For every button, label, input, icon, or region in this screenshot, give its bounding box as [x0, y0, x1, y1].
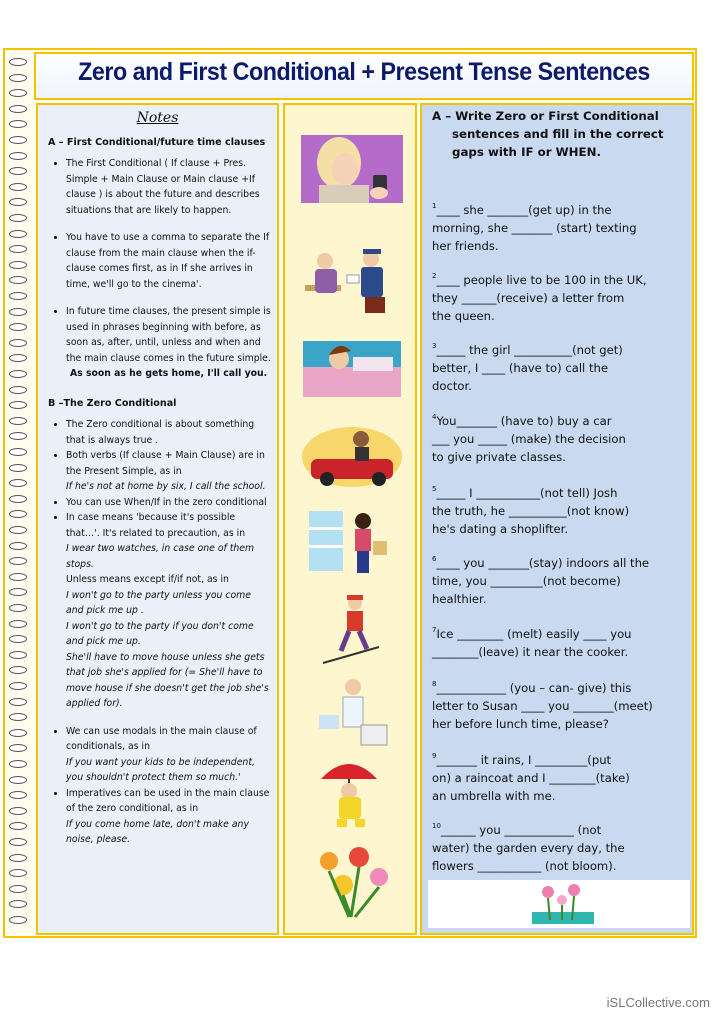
- future-time-clause-rule: In future time clauses, the present simple is used in phrases beginning with before, as soon as, after, until, unless and when and the main clause comes in the future simple.: [66, 306, 271, 364]
- exercise-item: [432, 409, 694, 466]
- page-title: Zero and First Conditional + Present Tense Sentences: [78, 58, 650, 86]
- spiral-ring: [9, 682, 27, 690]
- exercise-item: [432, 338, 694, 395]
- spiral-ring: [9, 214, 27, 222]
- item-line: morning, she _______ (start) texting: [432, 220, 637, 235]
- notes-panel: [36, 103, 279, 935]
- woman-texting-image: [299, 133, 405, 205]
- spiral-ring: [9, 292, 27, 300]
- item-line: You_______ (have to) buy a car: [436, 414, 612, 428]
- spiral-ring: [9, 354, 27, 362]
- item-line: ____ she _______(get up) in the: [436, 203, 612, 217]
- spiral-ring: [9, 370, 27, 378]
- item-line: ____________ (you – can- give) this: [436, 681, 632, 695]
- spiral-ring: [9, 152, 27, 160]
- imperatives-example: If you come home late, don't make any noise, please.: [66, 818, 249, 845]
- notes-heading: Notes: [136, 110, 179, 126]
- in-case-example: I wear two watches, in case one of them stops.: [66, 543, 255, 570]
- man-at-cooker-image: [299, 673, 405, 749]
- spiral-ring: [9, 432, 27, 440]
- spiral-ring: [9, 276, 27, 284]
- spiral-ring: [9, 464, 27, 472]
- as-soon-as-example: As soon as he gets home, I'll call you.: [70, 368, 268, 379]
- child-with-umbrella-image: [299, 749, 405, 833]
- spiral-ring: [9, 401, 27, 409]
- item-line: ________(leave) it near the cooker.: [432, 644, 629, 659]
- section-a-heading: A – First Conditional/future time clauses: [48, 136, 266, 148]
- spiral-binding: [3, 48, 33, 938]
- exercise-item: [432, 818, 694, 875]
- item-line: ____ people live to be 100 in the UK,: [436, 273, 647, 287]
- spiral-ring: [9, 573, 27, 581]
- list-item: [66, 304, 271, 382]
- item-number: 5: [432, 485, 437, 493]
- spiral-ring: [9, 729, 27, 737]
- present-simple-example: If he's not at home by six, I call the school.: [66, 481, 266, 492]
- item-line: water) the garden every day, the: [432, 840, 625, 855]
- spiral-ring: [9, 105, 27, 113]
- pictures-column: [283, 103, 417, 935]
- spiral-ring: [9, 183, 27, 191]
- item-line: he's dating a shoplifter.: [432, 521, 569, 536]
- spiral-ring: [9, 198, 27, 206]
- exercise-item: [432, 481, 694, 538]
- spiral-ring: [9, 74, 27, 82]
- item-number: 2: [432, 272, 437, 280]
- item-line: ___ you _____ (make) the decision: [432, 431, 626, 446]
- spiral-ring: [9, 744, 27, 752]
- item-line: letter to Susan ____ you _______(meet): [432, 698, 653, 713]
- title-banner: [34, 52, 694, 100]
- list-item: • You can use When/If in the zero conditional: [66, 495, 271, 511]
- spiral-ring: [9, 136, 27, 144]
- instruction-line-2: sentences and fill in the correct: [452, 127, 664, 141]
- section-b-heading: B –The Zero Conditional: [48, 397, 177, 409]
- item-line: an umbrella with me.: [432, 788, 556, 803]
- spiral-ring: [9, 120, 27, 128]
- item-line: _______ it rains, I _________(put: [436, 753, 612, 767]
- list-item: [66, 448, 271, 495]
- item-number: 6: [432, 555, 437, 563]
- modals-example: If you want your kids to be independent, you shouldn't protect them so much.': [66, 756, 255, 783]
- spiral-ring: [9, 448, 27, 456]
- spiral-ring: [9, 323, 27, 331]
- spiral-ring: [9, 58, 27, 66]
- item-line: _____ the girl __________(not get): [436, 343, 623, 357]
- item-line: ____ you _______(stay) indoors all the: [436, 556, 650, 570]
- spiral-ring: [9, 635, 27, 643]
- item-line: her friends.: [432, 238, 499, 253]
- modals-rule: We can use modals in the main clause of conditionals, as in: [66, 725, 257, 752]
- spiral-ring: [9, 526, 27, 534]
- spiral-ring: [9, 339, 27, 347]
- unless-example-3: She'll have to move house unless she gets that job she's applied for (= She'll have to move house if she doesn't get the job she's applied for).: [66, 651, 269, 709]
- item-line: her before lunch time, please?: [432, 716, 609, 731]
- pink-flowers-image: [528, 880, 598, 928]
- shopping-woman-image: [299, 505, 405, 581]
- spiral-ring: [9, 698, 27, 706]
- spiral-ring: [9, 651, 27, 659]
- instruction-line-1: A – Write Zero or First Conditional: [432, 109, 659, 123]
- item-line: Ice ________ (melt) easily ____ you: [436, 627, 632, 641]
- imperatives-rule: Imperatives can be used in the main clause of the zero conditional, as in: [66, 787, 270, 814]
- list-item: • The Zero conditional is about something that is always true .: [66, 417, 271, 448]
- spiral-ring: [9, 230, 27, 238]
- spiral-ring: [9, 916, 27, 924]
- exercise-item: [432, 551, 694, 608]
- exercise-item: [432, 748, 694, 805]
- exercise-item: [432, 268, 694, 325]
- spiral-ring: [9, 308, 27, 316]
- item-number: 3: [432, 342, 437, 350]
- woman-driving-car-image: [299, 419, 405, 491]
- item-number: 7: [432, 626, 437, 634]
- section-b-list: [38, 417, 277, 848]
- list-item: [66, 786, 271, 848]
- list-item: [66, 510, 271, 712]
- unless-example-2: I won't go to the party if you don't come and pick me up.: [66, 620, 254, 647]
- spiral-ring: [9, 557, 27, 565]
- spiral-ring: [9, 822, 27, 830]
- present-simple-rule: Both verbs (If clause + Main Clause) are in the Present Simple, as in: [66, 450, 265, 477]
- unless-example-1: I won't go to the party unless you come and pick me up .: [66, 589, 251, 616]
- footer-watermark: iSLCollective.com: [606, 995, 710, 1010]
- item-line: to give private classes.: [432, 449, 566, 464]
- spiral-ring: [9, 713, 27, 721]
- item-line: they ______(receive) a letter from: [432, 290, 625, 305]
- spiral-ring: [9, 386, 27, 394]
- spiral-ring: [9, 900, 27, 908]
- item-number: 10: [432, 822, 441, 830]
- spiral-ring: [9, 807, 27, 815]
- spiral-ring: [9, 245, 27, 253]
- item-line: on) a raincoat and I ________(take): [432, 770, 630, 785]
- item-line: ______ you ____________ (not: [440, 823, 602, 837]
- section-a-list: [38, 156, 277, 382]
- exercise-item: [432, 676, 694, 733]
- spiral-ring: [9, 542, 27, 550]
- item-number: 4: [432, 413, 437, 421]
- item-line: _____ I ___________(not tell) Josh: [436, 486, 618, 500]
- postman-delivering-letter-image: [299, 245, 405, 317]
- spiral-ring: [9, 838, 27, 846]
- exercise-instructions: [432, 107, 684, 161]
- spiral-ring: [9, 854, 27, 862]
- spiral-ring: [9, 776, 27, 784]
- item-number: 1: [432, 202, 437, 210]
- item-number: 8: [432, 680, 437, 688]
- spiral-ring: [9, 495, 27, 503]
- item-number: 9: [432, 752, 437, 760]
- item-line: the queen.: [432, 308, 495, 323]
- skier-image: [299, 589, 405, 669]
- spiral-ring: [9, 760, 27, 768]
- spiral-ring: [9, 791, 27, 799]
- spiral-ring: [9, 479, 27, 487]
- item-line: flowers ___________ (not bloom).: [432, 858, 617, 873]
- flowers-image: [299, 841, 405, 921]
- spiral-ring: [9, 869, 27, 877]
- item-line: better, I ____ (have to) call the: [432, 360, 608, 375]
- spiral-ring: [9, 89, 27, 97]
- item-line: doctor.: [432, 378, 472, 393]
- spiral-ring: [9, 620, 27, 628]
- item-line: time, you _________(not become): [432, 573, 621, 588]
- spiral-ring: [9, 417, 27, 425]
- spiral-ring: [9, 666, 27, 674]
- spiral-ring: [9, 510, 27, 518]
- exercise-item: [432, 198, 694, 255]
- spiral-ring: [9, 167, 27, 175]
- unless-rule: Unless means except if/if not, as in: [66, 574, 229, 585]
- instruction-line-3: gaps with IF or WHEN.: [452, 145, 601, 159]
- exercise-item: [432, 622, 694, 662]
- list-item: [66, 724, 271, 786]
- spiral-ring: [9, 588, 27, 596]
- item-line: healthier.: [432, 591, 487, 606]
- spiral-ring: [9, 261, 27, 269]
- list-item: • You have to use a comma to separate the If clause from the main clause when the if-clause comes first, as in If she arrives in time, we'll go to the cinema'.: [66, 230, 271, 292]
- spiral-ring: [9, 604, 27, 612]
- list-item: • The First Conditional ( If clause + Pres. Simple + Main Clause or Main clause +If clause ) is about the future and describes situations that are likely to happen.: [66, 156, 271, 218]
- in-case-rule: In case means 'because it's possible that…'. It's related to precaution, as in: [66, 512, 246, 539]
- exercise-panel: [420, 103, 694, 935]
- sick-girl-in-bed-image: [299, 327, 405, 403]
- item-line: the truth, he __________(not know): [432, 503, 630, 518]
- spiral-ring: [9, 885, 27, 893]
